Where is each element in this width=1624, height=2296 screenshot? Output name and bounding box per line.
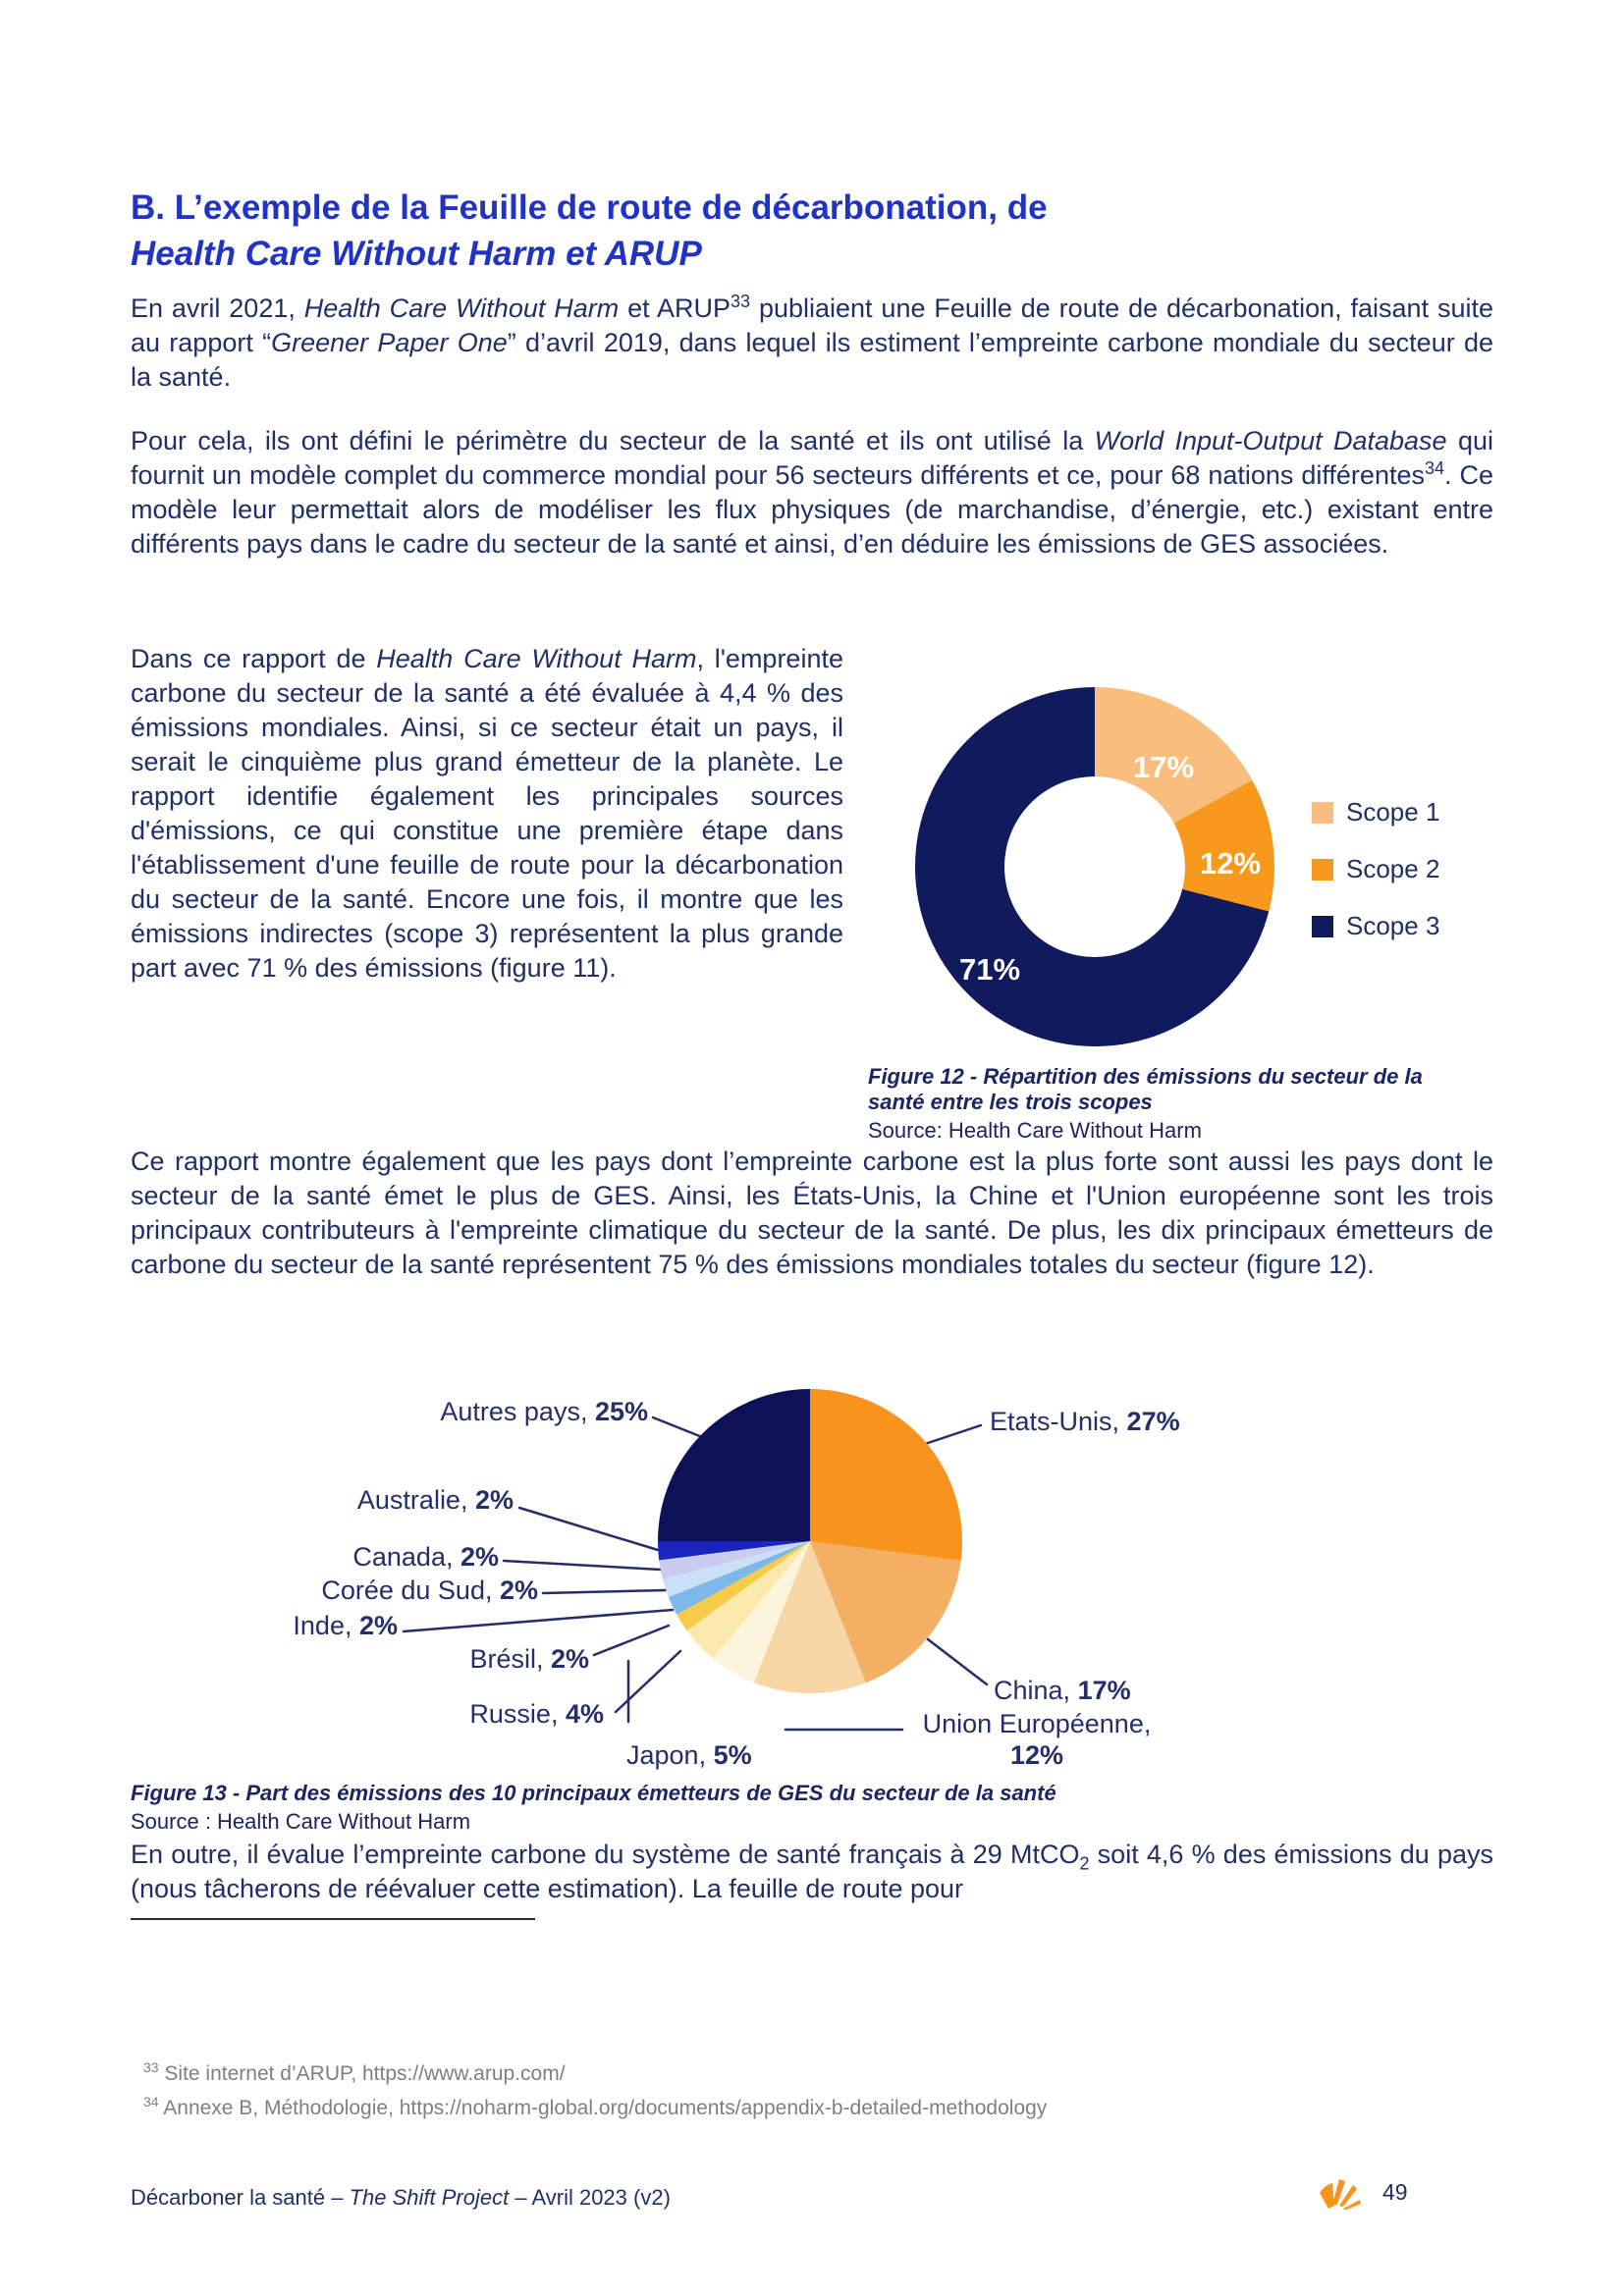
legend-label-scope1: Scope 1 (1346, 797, 1440, 827)
donut-label-scope1: 17% (1132, 750, 1195, 784)
pie-label-etats-unis (990, 1406, 1180, 1437)
text-run-italic: World Input-Output Database (1094, 426, 1447, 455)
pie-label-value: 2% (474, 1485, 514, 1515)
text-run: Dans ce rapport de (131, 644, 377, 673)
text-run: , l'empreinte carbone du secteur de la santé a été évaluée à 4,4 % des émissions mondiales. Ainsi, si ce secteur était un pays, il serait le cinquième plus grand émetteur de la planète. Le rapport identifie également les principales sources d'émissions, ce qui constitue une première étape dans l'établissement d'une feuille de route pour la décarbonation du secteur de la santé. Encore une fois, il montre que les émissions indirectes (scope 3) représentent la plus grande part avec 71 % des émissions (figure 11). (131, 644, 843, 983)
footer-right (1318, 2173, 1408, 2211)
pie-label-autres-pays (440, 1396, 648, 1427)
text-run-italic: The Shift Project (349, 2185, 510, 2210)
figure12-donut-chart (915, 687, 1274, 1046)
pie-label-name: Canada, (352, 1542, 460, 1572)
legend-swatch-scope2 (1312, 859, 1333, 881)
pie-label-value: 12% (1009, 1740, 1064, 1770)
pie-label-value: 2% (550, 1644, 589, 1674)
figure13-pie-chart (131, 1355, 1493, 1779)
text-run-italic: Health Care Without Harm (303, 294, 620, 323)
text-run: – Avril 2023 (v2) (509, 2185, 671, 2210)
legend-label-scope3: Scope 3 (1346, 911, 1440, 940)
footnote-separator (131, 1918, 535, 1920)
footnote-33 (143, 2054, 1047, 2088)
figure13-caption-title: Figure 13 - Part des émissions des 10 principaux émetteurs de GES du secteur de la santé (131, 1781, 1056, 1805)
pie-label-value: 17% (1077, 1676, 1131, 1705)
text-run-italic: Health Care Without Harm (376, 644, 697, 673)
legend-swatch-scope1 (1312, 802, 1333, 824)
pie-label-australie (357, 1484, 514, 1516)
pie-label-name: Autres pays, (440, 1397, 595, 1426)
footnote-number: 34 (143, 2094, 159, 2109)
text-run: et ARUP (619, 294, 731, 323)
shift-project-logo-icon (1318, 2173, 1363, 2211)
co2-subscript: 2 (1079, 1853, 1090, 1874)
text-run: publiaient une Feuille de route de décarbonation, faisant suite au rapport “ (131, 294, 1493, 357)
pie-label-name: Australie, (356, 1485, 475, 1515)
page-title-line2: Health Care Without Harm et ARUP (131, 235, 702, 273)
text-run: Décarboner la santé – (131, 2185, 350, 2210)
text-run: . Ce modèle leur permettait alors de modéliser les flux physiques (de marchandise, d’énergie, etc.) existant entre différents pays dans le cadre du secteur de la santé et ainsi, d’en déduire les émissions de GES associées. (131, 460, 1493, 559)
pie-label-name: Union Européenne, (922, 1709, 1152, 1738)
page-number: 49 (1382, 2178, 1408, 2205)
pie-label-value: 2% (499, 1575, 538, 1605)
figure13-caption-source: Source : Health Care Without Harm (131, 1809, 471, 1834)
pie-label-china (994, 1675, 1131, 1706)
text-run: En outre, il évalue l’empreinte carbone du système de santé français à 29 MtCO (131, 1840, 1080, 1869)
text-run: ” d’avril 2019, dans lequel ils estiment l’empreinte carbone mondiale du secteur de la santé. (131, 328, 1493, 392)
footnote-link[interactable]: https://noharm-global.org/documents/appendix-b-detailed-methodology (399, 2097, 1048, 2119)
text-run: Pour cela, ils ont défini le périmètre du secteur de la santé et ils ont utilisé la (131, 426, 1095, 455)
pie-label-russie (469, 1698, 604, 1730)
footnotes (143, 2054, 1047, 2122)
pie-label-name: Japon, (626, 1740, 714, 1770)
footnote-ref-34[interactable]: 34 (1424, 458, 1445, 478)
donut-chart-hole (1004, 776, 1185, 957)
pie-label-value: 4% (565, 1699, 604, 1729)
paragraph-intro (131, 292, 1493, 395)
footnote-text: Site internet d’ARUP, (158, 2062, 362, 2085)
pie-label-union-europeenne (906, 1708, 1167, 1771)
figure12-caption-title: Figure 12 - Répartition des émissions du secteur de la santé entre les trois scopes (868, 1064, 1423, 1114)
paragraph-france-footprint (131, 1838, 1493, 1906)
footnote-text: Annexe B, Méthodologie, (158, 2097, 400, 2119)
figure12-caption-source: Source: Health Care Without Harm (868, 1118, 1202, 1143)
pie-chart-circle (658, 1389, 962, 1693)
text-run: En avril 2021, (131, 294, 304, 323)
pie-label-value: 25% (594, 1397, 648, 1426)
figure12-legend (1312, 797, 1439, 968)
text-run: qui fournit un modèle complet du commerce mondial pour 56 secteurs différents et ce, pour 68 nations différentes (131, 426, 1493, 490)
text-run-italic: Greener Paper One (271, 328, 508, 357)
paragraph-top-emitters: Ce rapport montre également que les pays dont l’empreinte carbone est la plus forte sont aussi les pays dont le secteur de la santé émet le plus de GES. Ainsi, les États-Unis, la Chine et l'Union européenne sont les trois principaux contributeurs à l'empreinte climatique du secteur de la santé. De plus, les dix principaux émetteurs de carbone du secteur de la santé représentent 75 % des émissions mondiales totales du secteur (figure 12). (131, 1147, 1493, 1279)
pie-label-value: 2% (358, 1611, 398, 1640)
donut-label-scope2: 12% (1199, 846, 1262, 881)
pie-label-value: 27% (1126, 1407, 1180, 1436)
paragraph-method (131, 424, 1493, 561)
footnote-number: 33 (143, 2059, 159, 2075)
legend-label-scope2: Scope 2 (1346, 854, 1440, 883)
figure13-caption (131, 1781, 1407, 1835)
page-title-line1: B. L’exemple de la Feuille de route de décarbonation, de (131, 188, 1048, 227)
pie-label-name: China, (994, 1676, 1078, 1705)
pie-label-name: Russie, (469, 1699, 566, 1729)
pie-label-bresil (469, 1643, 589, 1675)
paragraph-report-findings (131, 642, 843, 986)
pie-label-name: Inde, (293, 1611, 359, 1640)
pie-label-inde (293, 1610, 398, 1641)
figure12-caption (868, 1064, 1449, 1144)
pie-label-japon (626, 1739, 752, 1771)
legend-swatch-scope3 (1312, 916, 1333, 937)
footnote-34 (143, 2088, 1047, 2122)
page-title (131, 185, 1505, 277)
pie-label-value: 2% (460, 1542, 499, 1572)
legend-item-scope3 (1312, 911, 1439, 941)
pie-label-name: Brésil, (469, 1644, 551, 1674)
pie-label-name: Etats-Unis, (990, 1407, 1127, 1436)
footnote-ref-33[interactable]: 33 (731, 292, 751, 311)
pie-label-canada (352, 1541, 499, 1573)
pie-label-name: Corée du Sud, (321, 1575, 500, 1605)
legend-item-scope2 (1312, 854, 1439, 884)
donut-label-scope3: 71% (958, 952, 1021, 987)
pie-label-coree-du-sud (321, 1575, 538, 1606)
legend-item-scope1 (1312, 797, 1439, 828)
footer-document-title (131, 2185, 671, 2211)
pie-label-value: 5% (713, 1740, 752, 1770)
text-run: soit 4,6 % des émissions du pays (nous tâcherons de réévaluer cette estimation). La feuille de route pour (131, 1840, 1494, 1903)
footnote-link[interactable]: https://www.arup.com/ (361, 2062, 566, 2085)
